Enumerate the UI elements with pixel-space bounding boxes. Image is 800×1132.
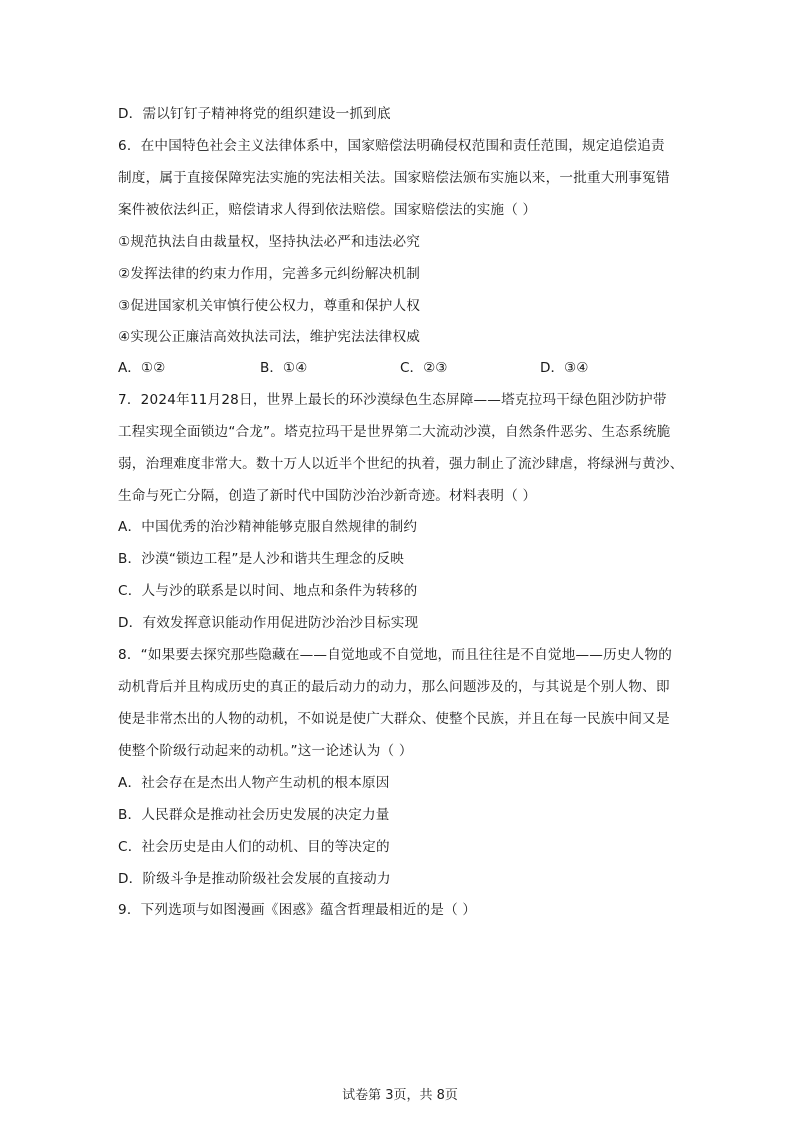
- q8-stem-line-2: 动机背后并且构成历史的真正的最后动力的动力，那么问题涉及的，与其说是个别人物、即: [118, 679, 670, 695]
- q6-statement-2: ②发挥法律的约束力作用，完善多元纠纷解决机制: [118, 266, 421, 282]
- q6-option-a: A．①②: [118, 360, 166, 376]
- q9-stem: 9．下列选项与如图漫画《困惑》蕴含哲理最相近的是（ ）: [118, 902, 477, 918]
- q7-stem-line-4: 生命与死亡分隔，创造了新时代中国防沙治沙新奇迹。材料表明（ ）: [118, 488, 537, 504]
- q6-statement-1: ①规范执法自由裁量权，坚持执法必严和违法必究: [118, 234, 421, 250]
- q6-statement-3: ③促进国家机关审慎行使公权力，尊重和保护人权: [118, 298, 421, 314]
- q5-option-d: D．需以钉钉子精神将党的组织建设一抓到底: [118, 106, 391, 122]
- q6-stem-line-1: 6．在中国特色社会主义法律体系中，国家赔偿法明确侵权范围和责任范围，规定追偿追责: [118, 138, 665, 154]
- q8-option-c: C．社会历史是由人们的动机、目的等决定的: [118, 839, 390, 855]
- q7-stem-line-2: 工程实现全面锁边“合龙”。塔克拉玛干是世界第二大流动沙漠，自然条件恶劣、生态系统脆: [118, 424, 671, 440]
- q6-option-c: C．②③: [400, 360, 448, 376]
- q6-statement-4: ④实现公正廉洁高效执法司法，维护宪法法律权威: [118, 329, 421, 345]
- q6-stem-line-3: 案件被依法纠正，赔偿请求人得到依法赔偿。国家赔偿法的实施（ ）: [118, 202, 537, 218]
- q7-stem-line-3: 弱，治理难度非常大。数十万人以近半个世纪的执着，强力制止了流沙肆虐，将绿洲与黄沙、: [118, 456, 684, 472]
- q7-option-c: C．人与沙的联系是以时间、地点和条件为转移的: [118, 583, 418, 599]
- q8-stem-line-4: 使整个阶级行动起来的动机。”这一论述认为（ ）: [118, 743, 413, 759]
- q7-option-d: D．有效发挥意识能动作用促进防沙治沙目标实现: [118, 615, 419, 631]
- q7-stem-line-1: 7．2024年11月28日，世界上最长的环沙漠绿色生态屏障——塔克拉玛干绿色阻沙防护带: [118, 392, 667, 408]
- q7-option-b: B．沙漠“锁边工程”是人沙和谐共生理念的反映: [118, 551, 405, 567]
- page-footer: 试卷第 3页，共 8页: [342, 1088, 458, 1103]
- q8-option-b: B．人民群众是推动社会历史发展的决定力量: [118, 807, 390, 823]
- q6-option-b: B．①④: [260, 360, 308, 376]
- q8-stem-line-3: 使是非常杰出的人物的动机，不如说是使广大群众、使整个民族，并且在每一民族中间又是: [118, 711, 670, 727]
- q6-options: [118, 358, 698, 378]
- q8-stem-line-1: 8．“如果要去探究那些隐藏在——自觉地或不自觉地，而且往往是不自觉地——历史人物的: [118, 647, 673, 663]
- q8-option-d: D．阶级斗争是推动阶级社会发展的直接动力: [118, 871, 391, 887]
- q8-option-a: A．社会存在是杰出人物产生动机的根本原因: [118, 775, 390, 791]
- q7-option-a: A．中国优秀的治沙精神能够克服自然规律的制约: [118, 519, 418, 535]
- q6-option-d: D．③④: [540, 360, 589, 376]
- q6-stem-line-2: 制度，属于直接保障宪法实施的宪法相关法。国家赔偿法颁布实施以来，一批重大刑事冤错: [118, 170, 670, 186]
